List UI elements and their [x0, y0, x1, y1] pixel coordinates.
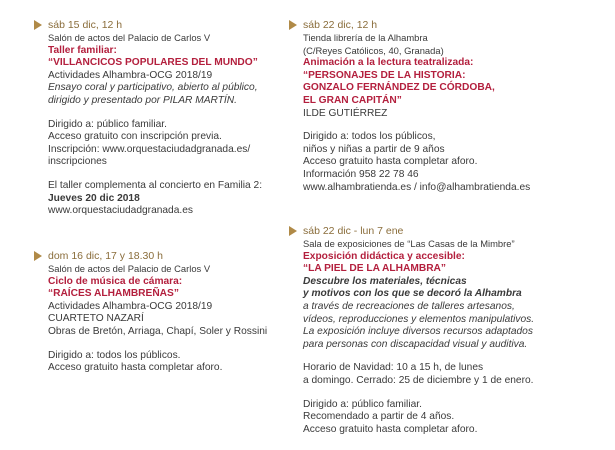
event-organizer: Actividades Alhambra-OCG 2018/19: [48, 300, 213, 312]
event-subtitle: Descubre los materiales, técnicas: [303, 275, 467, 287]
event-title: “RAÍCES ALHAMBREÑAS”: [48, 288, 179, 300]
event-description-line: para personas con discapacidad visual y auditiva.: [303, 338, 528, 350]
event-description-line: Ensayo coral y participativo, abierto al público,: [48, 82, 258, 94]
event-card: [303, 17, 603, 194]
event-venue: Tienda librería de la Alhambra: [303, 32, 428, 43]
event-description-line: vídeos, reproducciones y elementos manipulativos.: [303, 313, 535, 325]
event-description-line: La exposición incluye diversos recursos adaptados: [303, 326, 533, 338]
event-performer: CUARTETO NAZARÍ: [48, 313, 144, 325]
event-date-text: sáb 22 dic - lun 7 ene: [303, 224, 404, 237]
event-description-line: a través de recreaciones de talleres artesanos,: [303, 300, 515, 312]
event-title: “PERSONAJES DE LA HISTORIA:: [303, 69, 466, 81]
event-date-text: sáb 22 dic, 12 h: [303, 18, 378, 31]
event-audience-line: niños y niñas a partir de 9 años: [303, 143, 445, 155]
event-audience-line: Dirigido a: público familiar.: [303, 398, 422, 410]
event-works: Obras de Bretón, Arriaga, Chapí, Soler y Rossini: [48, 325, 268, 337]
event-date: [303, 223, 603, 238]
event-venue: Sala de exposiciones de “Las Casas de la Mimbre”: [303, 238, 515, 249]
event-audience-line: Acceso gratuito con inscripción previa.: [48, 131, 222, 143]
event-category: Exposición didáctica y accesible:: [303, 250, 465, 262]
event-note-line: El taller complementa al concierto en Familia 2:: [48, 179, 263, 191]
event-date-text: dom 16 dic, 17 y 18.30 h: [48, 249, 163, 262]
event-title: EL GRAN CAPITÁN”: [303, 94, 402, 106]
event-organizer: Actividades Alhambra-OCG 2018/19: [48, 69, 213, 81]
registration-link-cont[interactable]: inscripciones: [48, 156, 107, 168]
event-audience-line: Dirigido a: todos los públicos,: [303, 131, 436, 143]
event-hours: Horario de Navidad: 10 a 15 h, de lunes: [303, 362, 484, 374]
event-audience-line: Recomendado a partir de 4 años.: [303, 411, 455, 423]
event-venue: Salón de actos del Palacio de Carlos V: [48, 32, 211, 43]
event-phone: Información 958 22 78 46: [303, 168, 419, 180]
registration-link[interactable]: Inscripción: www.orquestaciudadgranada.es/: [48, 143, 251, 155]
event-category: Taller familiar:: [48, 44, 117, 56]
event-title: GONZALO FERNÁNDEZ DE CÓRDOBA,: [303, 82, 495, 94]
event-audience-line: Acceso gratuito hasta completar aforo.: [303, 423, 478, 435]
website-link[interactable]: www.alhambratienda.es / info@alhambratienda.es: [303, 181, 531, 193]
event-subtitle: y motivos con los que se decoró la Alhambra: [303, 288, 522, 300]
event-hours: a domingo. Cerrado: 25 de diciembre y 1 de enero.: [303, 374, 534, 386]
event-date-text: sáb 15 dic, 12 h: [48, 18, 123, 31]
event-note-date: Jueves 20 dic 2018: [48, 192, 140, 204]
event-description-line: dirigido y presentado por PILAR MARTÍN.: [48, 94, 237, 106]
event-audience-line: Acceso gratuito hasta completar aforo.: [303, 156, 478, 168]
event-audience-line: Dirigido a: público familiar.: [48, 118, 167, 130]
event-audience-line: Acceso gratuito hasta completar aforo.: [48, 362, 223, 374]
event-venue: Salón de actos del Palacio de Carlos V: [48, 263, 211, 274]
event-title: “VILLANCICOS POPULARES DEL MUNDO”: [48, 57, 258, 69]
triangle-bullet-icon: [289, 20, 297, 30]
event-title: “LA PIEL DE LA ALHAMBRA”: [303, 263, 446, 275]
event-card: [303, 223, 603, 436]
event-performer: ILDE GUTIÉRREZ: [303, 107, 388, 119]
event-audience-line: Dirigido a: todos los públicos.: [48, 349, 181, 361]
event-address: (C/Reyes Católicos, 40, Granada): [303, 44, 444, 56]
event-date: [303, 17, 603, 32]
triangle-bullet-icon: [34, 20, 42, 30]
event-category: Animación a la lectura teatralizada:: [303, 57, 474, 69]
website-link[interactable]: www.orquestaciudadgranada.es: [48, 205, 193, 217]
triangle-bullet-icon: [289, 226, 297, 236]
triangle-bullet-icon: [34, 251, 42, 261]
event-category: Ciclo de música de cámara:: [48, 275, 183, 287]
